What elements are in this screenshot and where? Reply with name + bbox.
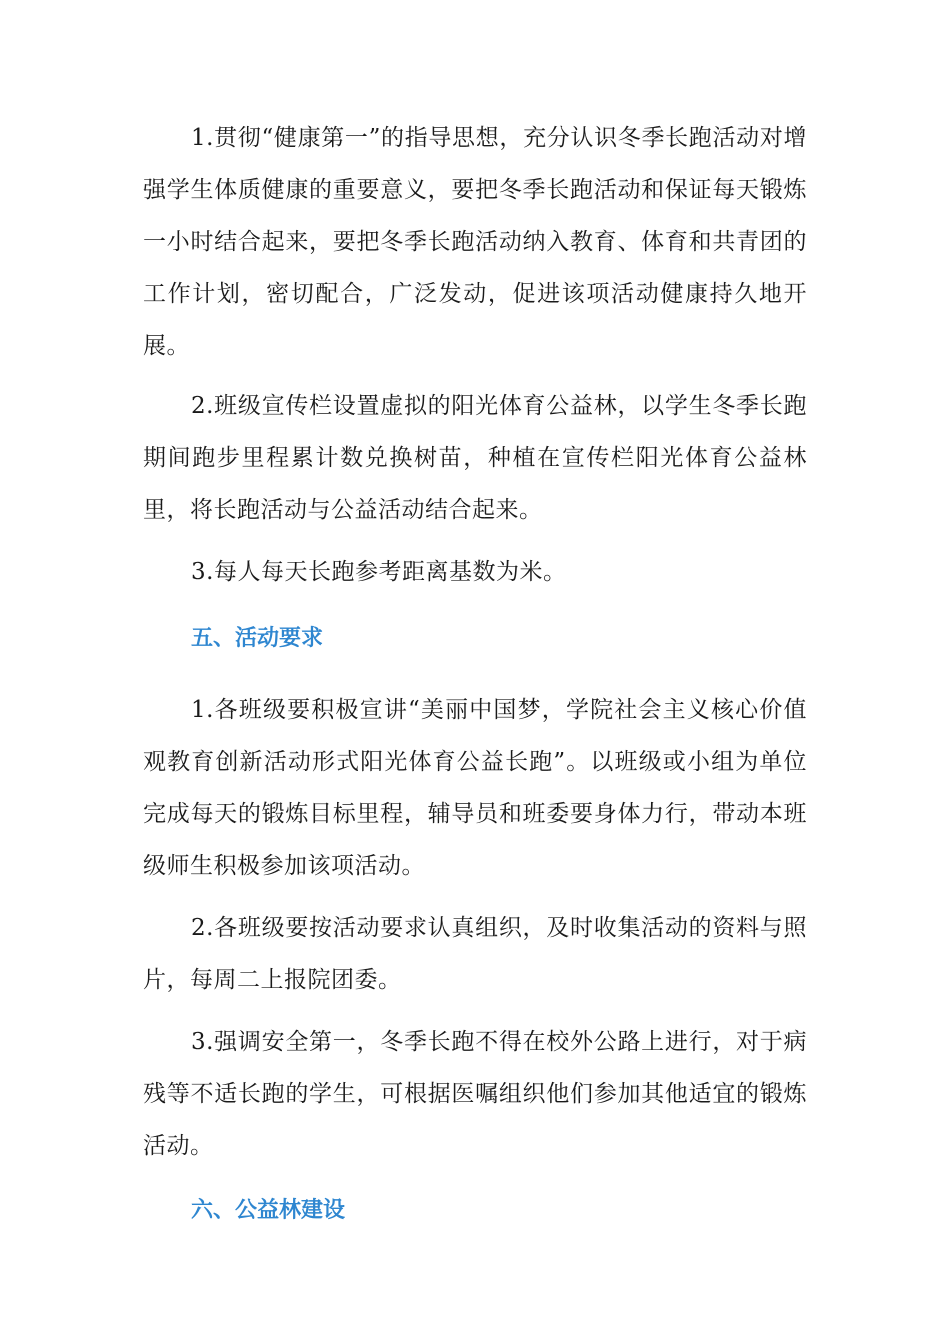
paragraph-4-1: 1.贯彻“健康第一”的指导思想，充分认识冬季长跑活动对增强学生体质健康的重要意义，要把冬季长跑活动和保证每天锻炼一小时结合起来，要把冬季长跑活动纳入教育、体育和共青团的工作计划，密切配合，广泛发动，促进该项活动健康持久地开展。 bbox=[143, 125, 807, 359]
paragraph-5-2: 2.各班级要按活动要求认真组织，及时收集活动的资料与照片，每周二上报院团委。 bbox=[143, 915, 807, 993]
section-heading-5: 五、活动要求 bbox=[191, 626, 324, 651]
paragraph-4-3: 3.每人每天长跑参考距离基数为米。 bbox=[191, 559, 567, 585]
paragraph-4-2: 2.班级宣传栏设置虚拟的阳光体育公益林，以学生冬季长跑期间跑步里程累计数兑换树苗，种植在宣传栏阳光体育公益林里，将长跑活动与公益活动结合起来。 bbox=[143, 393, 807, 523]
paragraph-5-1: 1.各班级要积极宣讲“美丽中国梦，学院社会主义核心价值观教育创新活动形式阳光体育公益长跑”。以班级或小组为单位完成每天的锻炼目标里程，辅导员和班委要身体力行，带动本班级师生积极参加该项活动。 bbox=[143, 697, 807, 879]
paragraph-5-3: 3.强调安全第一，冬季长跑不得在校外公路上进行，对于病残等不适长跑的学生，可根据医嘱组织他们参加其他适宜的锻炼活动。 bbox=[143, 1029, 807, 1159]
section-heading-6: 六、公益林建设 bbox=[191, 1198, 346, 1223]
